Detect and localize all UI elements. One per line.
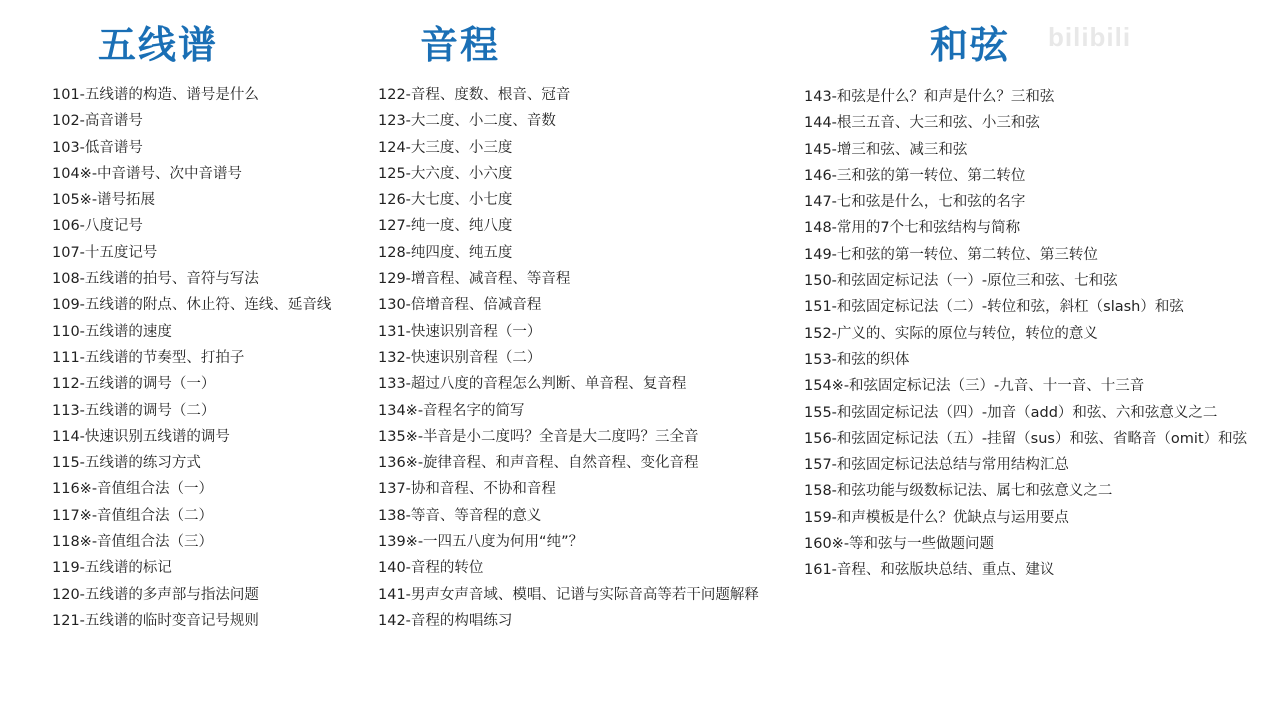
lesson-item: 157-和弦固定标记法总结与常用结构汇总 [804,457,1069,474]
lesson-item: 129-增音程、减音程、等音程 [378,271,571,288]
lesson-item: 105※-谱号拓展 [52,192,156,209]
lesson-item: 119-五线谱的标记 [52,560,172,577]
lesson-item: 131-快速识别音程（一） [378,323,542,340]
lesson-item: 141-男声女声音域、模唱、记谱与实际音高等若干问题解释 [378,586,759,603]
lesson-item: 153-和弦的织体 [804,351,910,368]
lesson-item: 146-三和弦的第一转位、第二转位 [804,167,1026,184]
lesson-item: 115-五线谱的练习方式 [52,455,201,472]
lesson-item: 151-和弦固定标记法（二）-转位和弦，斜杠（slash）和弦 [804,299,1184,316]
lesson-item: 147-七和弦是什么，七和弦的名字 [804,194,1026,211]
lesson-item: 152-广义的、实际的原位与转位，转位的意义 [804,325,1098,342]
lesson-item: 130-倍增音程、倍减音程 [378,297,542,314]
lesson-item: 122-音程、度数、根音、冠音 [378,87,571,103]
lesson-item: 125-大六度、小六度 [378,165,513,182]
lesson-item: 160※-等和弦与一些做题问题 [804,536,995,553]
column-title-chords: 和弦 [930,23,1011,67]
lesson-item: 112-五线谱的调号（一） [52,376,216,393]
lesson-list-staff [52,84,331,636]
lesson-item: 101-五线谱的构造、谱号是什么 [52,87,259,103]
lesson-item: 106-八度记号 [52,218,143,235]
lesson-item: 120-五线谱的多声部与指法问题 [52,586,259,603]
lesson-item: 128-纯四度、纯五度 [378,244,513,261]
lesson-item: 104※-中音谱号、次中音谱号 [52,165,243,182]
lesson-item: 143-和弦是什么？和声是什么？三和弦 [804,89,1055,105]
lesson-item: 111-五线谱的节奏型、打拍子 [52,349,245,366]
lesson-item: 144-根三五音、大三和弦、小三和弦 [804,115,1040,132]
lesson-item: 116※-音值组合法（一） [52,481,214,498]
lesson-item: 121-五线谱的临时变音记号规则 [52,612,259,629]
lesson-item: 148-常用的7个七和弦结构与简称 [804,220,1021,237]
lesson-list-chords [804,86,1247,586]
lesson-item: 117※-音值组合法（二） [52,507,214,524]
lesson-item: 123-大二度、小二度、音数 [378,113,556,130]
lesson-item: 133-超过八度的音程怎么判断、单音程、复音程 [378,376,687,393]
lesson-item: 140-音程的转位 [378,560,484,577]
lesson-item: 127-纯一度、纯八度 [378,218,513,235]
lesson-item: 154※-和弦固定标记法（三）-九音、十一音、十三音 [804,378,1145,395]
lesson-item: 118※-音值组合法（三） [52,534,214,551]
lesson-item: 110-五线谱的速度 [52,323,172,340]
lesson-item: 126-大七度、小七度 [378,192,513,209]
column-title-staff: 五线谱 [98,23,219,67]
lesson-item: 109-五线谱的附点、休止符、连线、延音线 [52,297,332,314]
lesson-list-intervals [378,84,759,636]
lesson-item: 114-快速识别五线谱的调号 [52,428,230,445]
lesson-item: 134※-音程名字的简写 [378,402,525,419]
lesson-item: 135※-半音是小二度吗？全音是大二度吗？三全音 [378,428,699,445]
lesson-item: 149-七和弦的第一转位、第二转位、第三转位 [804,246,1098,263]
lesson-item: 142-音程的构唱练习 [378,612,513,629]
lesson-item: 155-和弦固定标记法（四）-加音（add）和弦、六和弦意义之二 [804,404,1218,421]
lesson-item: 158-和弦功能与级数标记法、属七和弦意义之二 [804,483,1113,500]
lesson-item: 159-和声模板是什么？优缺点与运用要点 [804,509,1069,526]
lesson-item: 156-和弦固定标记法（五）-挂留（sus）和弦、省略音（omit）和弦 [804,430,1248,447]
column-title-intervals: 音程 [420,23,501,67]
lesson-item: 132-快速识别音程（二） [378,349,542,366]
lesson-item: 124-大三度、小三度 [378,139,513,156]
lesson-item: 103-低音谱号 [52,139,143,156]
lesson-item: 113-五线谱的调号（二） [52,402,216,419]
lesson-item: 150-和弦固定标记法（一）-原位三和弦、七和弦 [804,273,1118,290]
lesson-item: 138-等音、等音程的意义 [378,507,542,524]
lesson-item: 108-五线谱的拍号、音符与写法 [52,271,259,288]
lesson-item: 139※-一四五八度为何用“纯”？ [378,534,584,551]
lesson-item: 145-增三和弦、减三和弦 [804,141,968,158]
bilibili-watermark: bilibili [1048,22,1132,52]
lesson-item: 136※-旋律音程、和声音程、自然音程、变化音程 [378,455,699,472]
lesson-item: 102-高音谱号 [52,113,143,130]
lesson-item: 107-十五度记号 [52,244,158,261]
lesson-item: 137-协和音程、不协和音程 [378,481,556,498]
lesson-item: 161-音程、和弦版块总结、重点、建议 [804,562,1055,579]
